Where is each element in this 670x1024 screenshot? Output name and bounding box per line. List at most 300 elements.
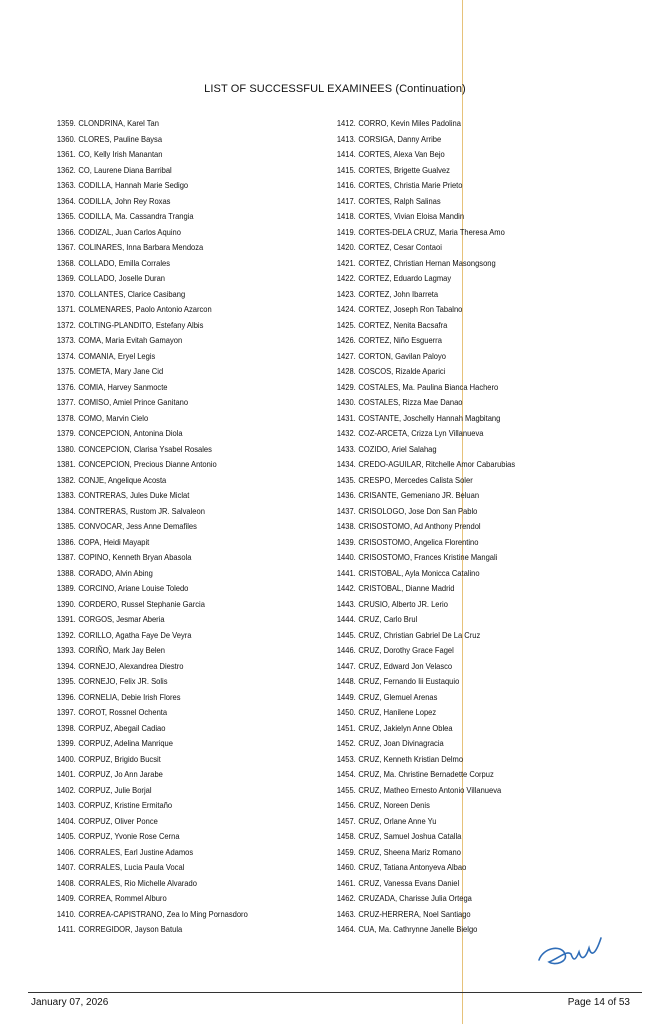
examinee-number: 1443. [336, 598, 356, 609]
examinee-name: CRISOSTOMO, Angelica Florentino [358, 536, 479, 547]
examinee-name: CRUZ, Vanessa Evans Daniel [358, 877, 460, 888]
examinee-number: 1420. [336, 242, 356, 252]
examinee-number: 1397. [56, 707, 76, 717]
examinee-number: 1407. [56, 862, 76, 872]
examinee-row [332, 752, 587, 768]
examinee-number: 1422. [336, 273, 356, 283]
examinee-name: CORPUZ, Brigido Bucsit [78, 753, 161, 764]
examinee-number: 1415. [336, 164, 356, 175]
examinee-row [52, 798, 290, 814]
examinee-row [52, 163, 290, 179]
examinee-row [52, 240, 290, 256]
examinee-name: CORTES, Brigette Gualvez [358, 164, 450, 175]
examinee-number: 1453. [336, 753, 356, 764]
examinee-row [332, 628, 587, 644]
examinee-number: 1431. [336, 412, 356, 423]
examinee-number: 1410. [56, 908, 76, 919]
examinee-row [52, 643, 290, 659]
examinee-row [52, 519, 290, 535]
examinee-number: 1423. [336, 288, 356, 299]
examinee-row [332, 240, 587, 256]
examinee-name: CORRALES, Rio Michelle Alvarado [78, 877, 197, 888]
examinee-number: 1391. [56, 614, 76, 624]
examinee-number: 1374. [56, 350, 76, 361]
examinee-number: 1408. [56, 877, 76, 888]
examinee-name: CRISOSTOMO, Frances Kristine Mangali [358, 552, 498, 562]
examinee-name: CRUZ, Dorothy Grace Fagel [358, 645, 454, 655]
examinee-number: 1396. [56, 691, 76, 702]
examinee-number: 1463. [336, 908, 356, 919]
examinee-row [52, 504, 290, 520]
examinee-row [52, 550, 290, 566]
examinee-name: CONCEPCION, Precious Dianne Antonio [78, 459, 217, 469]
examinee-number: 1373. [56, 335, 76, 345]
examinee-number: 1457. [336, 815, 356, 826]
examinee-number: 1387. [56, 552, 76, 562]
examinee-number: 1405. [56, 831, 76, 841]
examinee-row [332, 581, 587, 597]
examinee-name: CORIÑO, Mark Jay Belen [78, 645, 165, 655]
examinee-name: COLTING-PLANDITO, Estefany Albis [78, 319, 204, 330]
examinee-number: 1402. [56, 784, 76, 795]
examinee-number: 1458. [336, 831, 356, 841]
examinee-number: 1440. [336, 552, 356, 562]
examinee-name: COMIA, Harvey Sanmocte [78, 381, 168, 392]
examinee-name: CRUZADA, Charisse Julia Ortega [358, 893, 472, 903]
examinee-name: CORPUZ, Kristine Ermitaño [78, 800, 173, 810]
examinee-number: 1359. [56, 118, 76, 128]
examinee-row [332, 814, 587, 830]
examinee-row [332, 612, 587, 628]
examinee-name: COPA, Heidi Mayapit [78, 536, 150, 547]
examinee-number: 1444. [336, 614, 356, 624]
examinee-name: CRISTOBAL, Ayla Monicca Catalino [358, 567, 480, 578]
examinee-row [332, 457, 587, 473]
examinee-number: 1461. [336, 877, 356, 888]
examinee-row [52, 426, 290, 442]
examinee-row [332, 318, 587, 334]
examinee-row [332, 178, 587, 194]
examinee-name: CORPUZ, Abegail Cadiao [78, 722, 166, 733]
examinee-number: 1380. [56, 443, 76, 454]
examinee-number: 1451. [336, 722, 356, 733]
examinee-number: 1404. [56, 815, 76, 826]
examinee-number: 1438. [336, 521, 356, 531]
examinee-name: CORTEZ, Eduardo Lagmay [358, 273, 452, 283]
examinee-number: 1390. [56, 598, 76, 609]
examinee-row [52, 225, 290, 241]
examinee-name: CRUZ, Glemuel Arenas [358, 691, 438, 702]
examinee-row [52, 814, 290, 830]
examinee-name: CONCEPCION, Clarisa Ysabel Rosales [78, 443, 212, 454]
examinee-name: CRUZ, Joan Divinagracia [358, 738, 444, 748]
examinee-number: 1455. [336, 784, 356, 795]
examinee-row [332, 891, 587, 907]
examinee-number: 1456. [336, 800, 356, 810]
examinee-row [52, 395, 290, 411]
examinee-row [52, 535, 290, 551]
examinee-name: CRUZ, Edward Jon Velasco [358, 660, 453, 671]
examinee-number: 1419. [336, 226, 356, 237]
examinee-row [52, 767, 290, 783]
examinee-name: COROT, Rossnel Ochenta [78, 707, 168, 717]
examinee-number: 1361. [56, 149, 76, 159]
examinee-number: 1462. [336, 893, 356, 903]
examinee-name: CRESPO, Mercedes Calista Soler [358, 474, 473, 485]
examinee-row [52, 783, 290, 799]
examinee-number: 1375. [56, 366, 76, 376]
examinee-number: 1416. [336, 180, 356, 190]
page-title: LIST OF SUCCESSFUL EXAMINEES (Continuation) [204, 83, 466, 95]
examinee-row [52, 364, 290, 380]
examinee-row [52, 705, 290, 721]
examinee-number: 1442. [336, 583, 356, 593]
examinee-name: CRISTOBAL, Dianne Madrid [358, 583, 455, 593]
left-examinee-column [52, 116, 322, 938]
examinee-number: 1364. [56, 195, 76, 206]
examinee-number: 1371. [56, 304, 76, 314]
examinee-number: 1434. [336, 459, 356, 469]
examinee-row [52, 907, 290, 923]
examinee-row [332, 163, 587, 179]
examinee-name: CORNEJO, Felix JR. Solis [78, 676, 168, 686]
examinee-row [332, 380, 587, 396]
examinee-row [332, 767, 587, 783]
examinee-row [52, 349, 290, 365]
examinee-row [52, 612, 290, 628]
signature-mark [535, 930, 615, 974]
examinee-row [332, 271, 587, 287]
examinee-row [52, 209, 290, 225]
examinee-row [332, 209, 587, 225]
examinee-row [332, 876, 587, 892]
examinee-number: 1439. [336, 536, 356, 547]
examinee-number: 1413. [336, 133, 356, 144]
examinee-row [52, 333, 290, 349]
examinee-name: CORADO, Alvin Abing [78, 567, 153, 578]
examinee-name: COLLANTES, Clarice Casibang [78, 288, 186, 299]
examinee-number: 1428. [336, 366, 356, 376]
examinee-number: 1427. [336, 350, 356, 361]
examinee-name: COSTANTE, Joschelly Hannah Magbitang [358, 412, 501, 423]
examinee-row [332, 287, 587, 303]
examinee-row [332, 442, 587, 458]
examinee-number: 1433. [336, 443, 356, 454]
examinee-name: CREDO-AGUILAR, Ritchelle Amor Cabarubias [358, 459, 516, 469]
examinee-name: CO, Laurene Diana Barribal [78, 164, 172, 175]
examinee-number: 1412. [336, 118, 356, 128]
examinee-name: COSTALES, Ma. Paulina Bianca Hachero [358, 381, 499, 392]
examinee-name: CORRALES, Lucia Paula Vocal [78, 862, 185, 872]
examinee-number: 1360. [56, 133, 76, 144]
examinee-row [332, 705, 587, 721]
examinee-name: CRUZ, Jakielyn Anne Oblea [358, 722, 453, 733]
examinee-row [52, 721, 290, 737]
examinee-number: 1464. [336, 924, 356, 934]
examinee-name: CORREA, Rommel Alburo [78, 893, 167, 903]
examinee-row [332, 798, 587, 814]
examinee-number: 1365. [56, 211, 76, 221]
examinee-name: CORRO, Kevin Miles Padolina [358, 118, 461, 128]
examinee-row [332, 147, 587, 163]
examinee-name: CONTRERAS, Jules Duke Miclat [78, 490, 190, 500]
examinee-name: COZ-ARCETA, Crizza Lyn Villanueva [358, 428, 484, 438]
examinee-row [52, 256, 290, 272]
examinee-name: CORPUZ, Oliver Ponce [78, 815, 158, 826]
examinee-row [332, 302, 587, 318]
examinee-name: CORTEZ, Niño Esguerra [358, 335, 442, 345]
examinee-name: COLLADO, Joselle Duran [78, 273, 165, 283]
examinee-row [52, 442, 290, 458]
examinee-name: CODILLA, John Rey Roxas [78, 195, 171, 206]
examinee-row [52, 845, 290, 861]
examinee-number: 1369. [56, 273, 76, 283]
examinee-row [332, 721, 587, 737]
examinee-row [52, 628, 290, 644]
examinee-row [52, 597, 290, 613]
examinee-name: CORTEZ, Cesar Contaoi [358, 242, 442, 252]
examinee-number: 1414. [336, 149, 356, 159]
examinee-name: CORTEZ, Joseph Ron Tabalno [358, 304, 463, 314]
examinee-number: 1384. [56, 505, 76, 516]
examinee-row [52, 860, 290, 876]
examinee-name: CRISANTE, Gemeniano JR. Beluan [358, 490, 480, 500]
examinee-name: CORTEZ, John Ibarreta [358, 288, 439, 299]
examinee-row [332, 333, 587, 349]
examinee-name: CLONDRINA, Karel Tan [78, 118, 159, 128]
examinee-name: COMO, Marvin Cielo [78, 412, 149, 423]
examinee-row [332, 488, 587, 504]
examinee-number: 1385. [56, 521, 76, 531]
examinee-number: 1411. [57, 924, 76, 934]
examinee-row [52, 659, 290, 675]
examinee-name: CORPUZ, Yvonie Rose Cerna [78, 831, 180, 841]
examinee-name: CODIZAL, Juan Carlos Aquino [78, 226, 181, 237]
examinee-number: 1401. [56, 769, 76, 779]
examinee-number: 1454. [336, 769, 356, 779]
examinee-name: CORNEJO, Alexandrea Diestro [78, 660, 184, 671]
examinee-row [52, 876, 290, 892]
examinee-number: 1392. [56, 629, 76, 640]
examinee-number: 1452. [336, 738, 356, 748]
examinee-name: CUA, Ma. Cathrynne Janelle Bielgo [358, 924, 478, 934]
examinee-row [332, 566, 587, 582]
examinee-number: 1459. [336, 846, 356, 857]
examinee-name: CORTEZ, Christian Hernan Masongsong [358, 257, 496, 268]
examinee-name: CRUZ, Christian Gabriel De La Cruz [358, 629, 481, 640]
examinee-row [332, 643, 587, 659]
examinee-row [332, 364, 587, 380]
examinee-number: 1400. [56, 753, 76, 764]
examinee-name: CRUZ, Hanilene Lopez [358, 707, 437, 717]
examinee-row [332, 426, 587, 442]
examinee-number: 1377. [56, 397, 76, 407]
examinee-number: 1409. [56, 893, 76, 903]
examinee-row [332, 349, 587, 365]
examinee-row [52, 287, 290, 303]
examinee-number: 1445. [336, 629, 356, 640]
examinee-number: 1403. [56, 800, 76, 810]
examinee-number: 1388. [56, 567, 76, 578]
examinee-number: 1448. [336, 676, 356, 686]
examinee-row [332, 829, 587, 845]
examinee-row [332, 659, 587, 675]
examinee-number: 1447. [336, 660, 356, 671]
examinee-name: CORNELIA, Debie Irish Flores [78, 691, 181, 702]
examinee-name: CRISOSTOMO, Ad Anthony Prendol [358, 521, 481, 531]
examinee-name: CRUSIO, Alberto JR. Lerio [358, 598, 448, 609]
examinee-name: CORSIGA, Danny Arribe [358, 133, 442, 144]
examinee-name: CORTES-DELA CRUZ, Maria Theresa Amo [358, 226, 505, 237]
examinee-number: 1383. [56, 490, 76, 500]
examinee-number: 1372. [56, 319, 76, 330]
examinee-number: 1363. [56, 180, 76, 190]
examinee-name: CORTES, Alexa Van Bejo [358, 149, 445, 159]
examinee-name: COLLADO, Emilla Corrales [78, 257, 171, 268]
examinee-name: CORTES, Vivian Eloisa Mandin [358, 211, 465, 221]
examinee-number: 1449. [336, 691, 356, 702]
examinee-name: CORCINO, Ariane Louise Toledo [78, 583, 189, 593]
examinee-number: 1425. [336, 319, 356, 330]
examinee-name: CORTEZ, Nenita Bacsafra [358, 319, 448, 330]
examinee-row [332, 132, 587, 148]
examinee-row [52, 922, 290, 938]
examinee-name: CRUZ, Tatiana Antonyeva Albao [358, 862, 467, 872]
examinee-row [52, 457, 290, 473]
examinee-number: 1382. [56, 474, 76, 485]
examinee-number: 1460. [336, 862, 356, 872]
examinee-row [332, 116, 587, 132]
examinee-name: CRISOLOGO, Jose Don San Pablo [358, 505, 478, 516]
examinee-number: 1386. [56, 536, 76, 547]
examinee-row [52, 829, 290, 845]
examinee-row [332, 225, 587, 241]
right-examinee-column [332, 116, 622, 938]
examinee-name: CORPUZ, Julie Borjal [78, 784, 152, 795]
footer-page-number: Page 14 of 53 [567, 997, 630, 1008]
examinee-name: CONJE, Angelique Acosta [78, 474, 167, 485]
examinee-name: CONTRERAS, Rustom JR. Salvaleon [78, 505, 205, 516]
examinee-name: CONVOCAR, Jess Anne Demafiles [78, 521, 197, 531]
examinee-row [52, 302, 290, 318]
examinee-number: 1424. [336, 304, 356, 314]
examinee-name: CORGOS, Jesmar Aberia [78, 614, 165, 624]
examinee-number: 1370. [56, 288, 76, 299]
examinee-number: 1394. [56, 660, 76, 671]
examinee-row [52, 411, 290, 427]
examinee-number: 1378. [56, 412, 76, 423]
examinee-number: 1417. [336, 195, 356, 206]
examinee-name: CRUZ, Orlane Anne Yu [358, 815, 437, 826]
examinee-row [52, 674, 290, 690]
examinee-name: CRUZ-HERRERA, Noel Santiago [358, 908, 471, 919]
examinee-name: CORREA-CAPISTRANO, Zea Io Ming Pornasdoro [78, 908, 248, 919]
examinee-number: 1418. [336, 211, 356, 221]
examinee-number: 1379. [56, 428, 76, 438]
examinee-row [332, 597, 587, 613]
examinee-number: 1366. [56, 226, 76, 237]
examinee-row [52, 116, 290, 132]
examinee-row [332, 256, 587, 272]
examinee-row [52, 194, 290, 210]
examinee-number: 1399. [56, 738, 76, 748]
examinee-number: 1362. [56, 164, 76, 175]
examinee-row [52, 891, 290, 907]
examinee-row [332, 674, 587, 690]
examinee-row [52, 132, 290, 148]
examinee-number: 1421. [336, 257, 356, 268]
examinee-number: 1432. [336, 428, 356, 438]
examinee-number: 1436. [336, 490, 356, 500]
examinee-row [332, 690, 587, 706]
examinee-name: CRUZ, Matheo Ernesto Antonio Villanueva [358, 784, 502, 795]
examinee-row [52, 488, 290, 504]
examinee-row [52, 690, 290, 706]
examinee-row [332, 907, 587, 923]
examinee-row [52, 271, 290, 287]
examinee-row [332, 519, 587, 535]
examinee-name: COMISO, Amiel Prince Ganitano [78, 397, 189, 407]
examinee-row [52, 736, 290, 752]
examinee-row [332, 411, 587, 427]
examinee-number: 1398. [56, 722, 76, 733]
examinee-number: 1441. [336, 567, 356, 578]
examinee-name: CORTES, Christia Marie Prieto [358, 180, 463, 190]
examinee-name: COSCOS, Rizalde Aparici [358, 366, 446, 376]
examinee-number: 1376. [56, 381, 76, 392]
examinee-name: COPINO, Kenneth Bryan Abasola [78, 552, 192, 562]
examinee-name: COLINARES, Inna Barbara Mendoza [78, 242, 204, 252]
examinee-name: CORDERO, Russel Stephanie Garcia [78, 598, 205, 609]
examinee-row [332, 395, 587, 411]
examinee-name: COMETA, Mary Jane Cid [78, 366, 164, 376]
examinee-name: CORREGIDOR, Jayson Batula [78, 924, 183, 934]
examinee-row [52, 380, 290, 396]
examinee-number: 1406. [56, 846, 76, 857]
examinee-name: CORILLO, Agatha Faye De Veyra [78, 629, 192, 640]
footer-divider [28, 992, 642, 993]
examinee-name: CORRALES, Earl Justine Adamos [78, 846, 194, 857]
examinee-number: 1429. [336, 381, 356, 392]
examinee-row [52, 147, 290, 163]
examinee-number: 1450. [336, 707, 356, 717]
examinee-name: CRUZ, Carlo Brul [358, 614, 418, 624]
examinee-name: COZIDO, Ariel Salahag [358, 443, 437, 454]
examinee-number: 1367. [56, 242, 76, 252]
examinee-name: CORPUZ, Adelina Manrique [78, 738, 173, 748]
examinee-name: CRUZ, Ma. Christine Bernadette Corpuz [358, 769, 494, 779]
examinee-name: CODILLA, Hannah Marie Sedigo [78, 180, 189, 190]
examinee-row [332, 736, 587, 752]
examinee-number: 1426. [336, 335, 356, 345]
examinee-number: 1435. [336, 474, 356, 485]
examinee-number: 1437. [336, 505, 356, 516]
examinee-name: CRUZ, Samuel Joshua Catalla [358, 831, 462, 841]
examinee-name: COMA, Maria Evitah Gamayon [78, 335, 183, 345]
examinee-number: 1368. [56, 257, 76, 268]
examinee-name: CRUZ, Kenneth Kristian Delmo [358, 753, 464, 764]
examinee-name: CRUZ, Sheena Mariz Romano [358, 846, 461, 857]
examinee-name: COLMENARES, Paolo Antonio Azarcon [78, 304, 212, 314]
examinee-row [332, 473, 587, 489]
examinee-row [332, 845, 587, 861]
examinee-row [332, 783, 587, 799]
examinee-row [52, 178, 290, 194]
examinee-number: 1446. [336, 645, 356, 655]
examinee-row [332, 504, 587, 520]
examinee-name: CONCEPCION, Antonina Diola [78, 428, 183, 438]
examinee-row [52, 473, 290, 489]
